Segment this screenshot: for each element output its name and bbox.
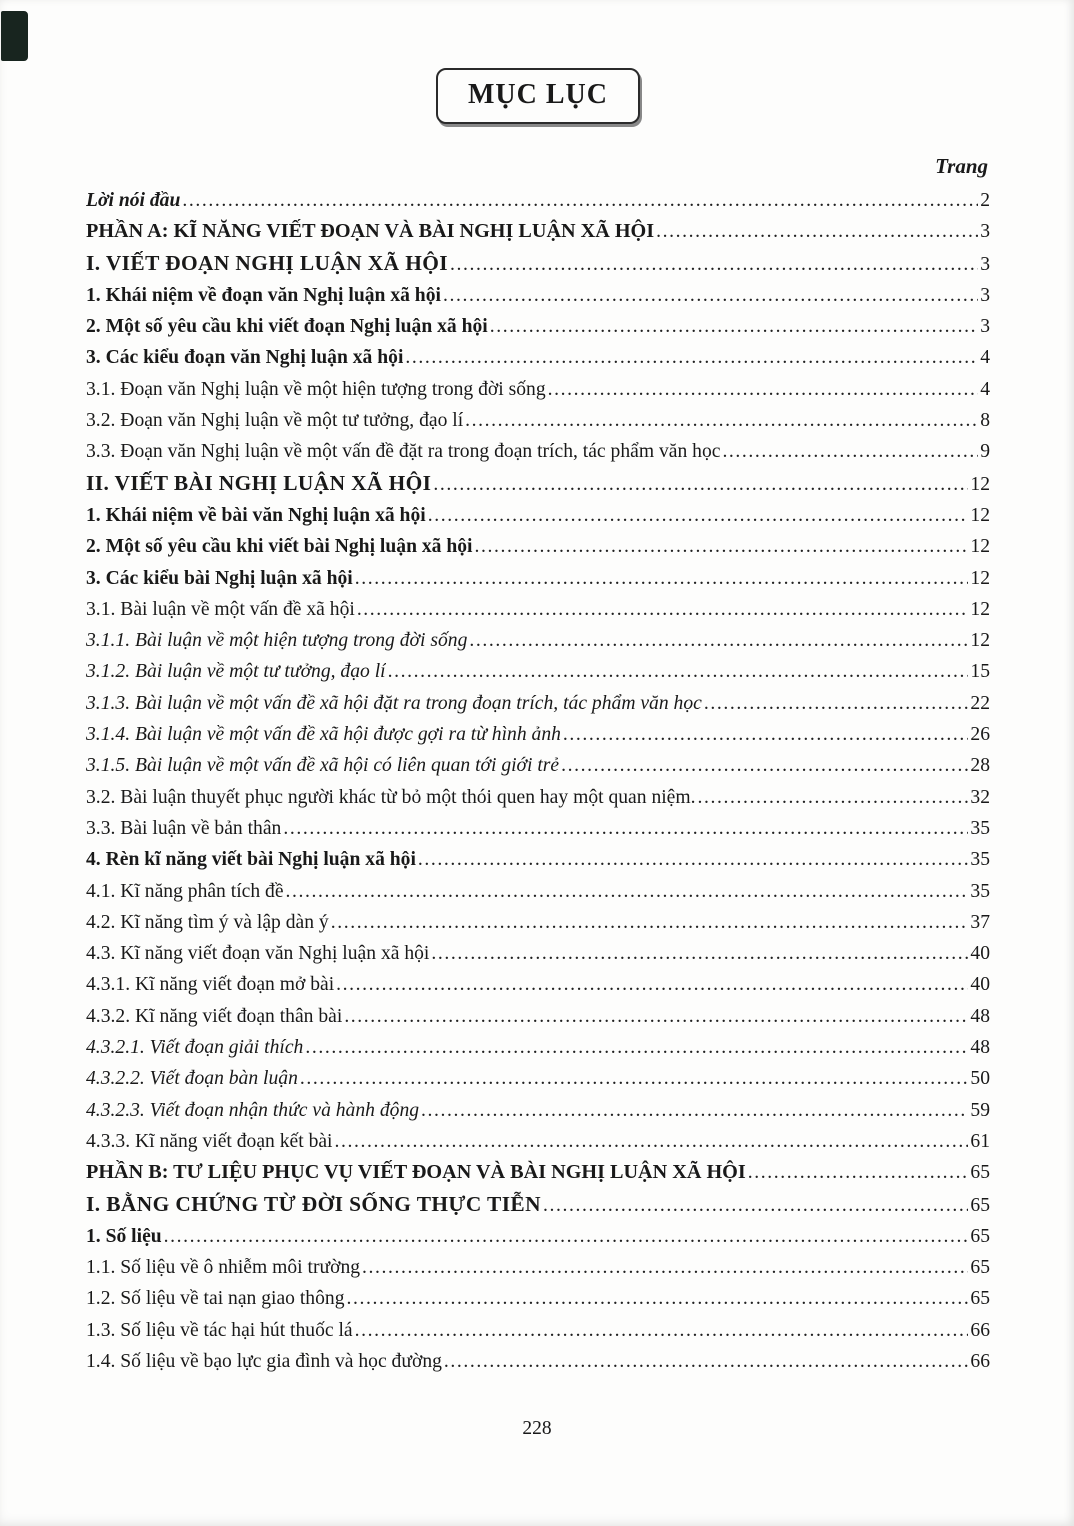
toc-entry [86, 531, 990, 562]
toc-entry-label: 3.2. Đoạn văn Nghị luận về một tư tưởng, đạo lí [86, 410, 464, 432]
toc-entry-page: 3 [980, 253, 990, 275]
toc-entry-label: 4.3.3. Kĩ năng viết đoạn kết bài [86, 1130, 333, 1152]
toc-entry-page: 12 [970, 630, 990, 652]
toc-entry [86, 1346, 990, 1377]
toc-entry-page: 12 [970, 473, 990, 495]
dot-leader [443, 280, 978, 311]
toc-entry-page: 65 [970, 1194, 990, 1216]
toc-entry-label: 3. Các kiểu đoạn văn Nghị luận xã hội [86, 347, 404, 369]
dot-leader [469, 625, 968, 656]
toc-entry-page: 2 [980, 190, 990, 211]
toc-entry [86, 1001, 990, 1032]
toc-entry [86, 1157, 990, 1188]
toc-entry-page: 15 [970, 661, 990, 683]
toc-entry-page: 48 [970, 1037, 990, 1059]
dot-leader [563, 719, 968, 750]
toc-entry [86, 1283, 990, 1314]
dot-leader [465, 405, 978, 436]
scan-artifact [1, 11, 28, 61]
dot-leader [283, 813, 968, 844]
toc-entry-label: II. VIẾT BÀI NGHỊ LUẬN XÃ HỘI [86, 470, 432, 495]
toc-entry [86, 500, 990, 531]
dot-leader [450, 249, 978, 280]
toc-entry [86, 374, 990, 405]
toc-entry-page: 65 [970, 1225, 990, 1247]
toc-entry [86, 1189, 990, 1221]
page-title: MỤC LỤC [468, 79, 608, 110]
dot-leader [362, 1252, 968, 1283]
toc-entry [86, 342, 990, 373]
toc-entry [86, 1252, 990, 1283]
toc-entry [86, 907, 990, 938]
toc-entry-page: 66 [970, 1350, 990, 1372]
toc-entry-label: 3.1.4. Bài luận về một vấn đề xã hội được gợi ra từ hình ảnh [86, 724, 561, 746]
toc-entry-page: 26 [970, 724, 990, 746]
dot-leader [331, 907, 969, 938]
toc-entry-page: 65 [970, 1257, 990, 1279]
dot-leader [543, 1190, 968, 1221]
toc-entry-page: 65 [970, 1288, 990, 1310]
toc-entry-label: 3. Các kiểu bài Nghị luận xã hội [86, 567, 353, 589]
toc-entry-page: 35 [970, 880, 990, 902]
toc-entry-label: 2. Một số yêu cầu khi viết đoạn Nghị luận xã hội [86, 316, 488, 338]
dot-leader [698, 782, 969, 813]
toc-entry-label: 1. Số liệu [86, 1225, 162, 1247]
toc-entry-page: 9 [980, 441, 990, 463]
toc-entry-label: 3.2. Bài luận thuyết phục người khác từ bỏ một thói quen hay một quan niệm. [86, 786, 696, 808]
dot-leader [428, 500, 969, 531]
toc-entry-label: 4.3. Kĩ năng viết đoạn văn Nghị luận xã hội [86, 943, 430, 965]
toc-entry-page: 37 [970, 911, 990, 933]
dot-leader [355, 1315, 969, 1346]
toc-entry-label: 4.3.1. Kĩ năng viết đoạn mở bài [86, 974, 335, 996]
toc-entry-label: 1.3. Số liệu về tác hại hút thuốc lá [86, 1319, 353, 1341]
toc-entry-label: 3.1.1. Bài luận về một hiện tượng trong đời sống [86, 630, 468, 652]
toc-entry [86, 938, 990, 969]
toc-entry-label: 4.2. Kĩ năng tìm ý và lập dàn ý [86, 911, 329, 933]
page-column-header: Trang [935, 154, 988, 178]
toc-entry [86, 688, 990, 719]
toc-entry-page: 50 [970, 1068, 990, 1090]
toc-entry-page: 40 [970, 943, 990, 965]
toc-entry-page: 3 [980, 221, 990, 243]
toc-entry-page: 32 [970, 786, 990, 808]
toc-entry-label: 3.1. Đoạn văn Nghị luận về một hiện tượng trong đời sống [86, 378, 546, 400]
toc-entry [86, 1126, 990, 1157]
page-content [86, 68, 990, 1377]
toc-entry-label: 4.3.2.3. Viết đoạn nhận thức và hành động [86, 1099, 420, 1121]
toc-entry-label: 4.3.2.1. Viết đoạn giải thích [86, 1037, 304, 1059]
toc-entry-page: 28 [970, 755, 990, 777]
toc-entry-label: 3.1.5. Bài luận về một vấn đề xã hội có liên quan tới giới trẻ [86, 755, 560, 777]
toc-entry-label: PHẦN A: KĨ NĂNG VIẾT ĐOẠN VÀ BÀI NGHỊ LUẬN XÃ HỘI [86, 220, 655, 243]
toc-entry [86, 1063, 990, 1094]
dot-leader [388, 656, 969, 687]
dot-leader [656, 216, 978, 247]
dot-leader [305, 1032, 968, 1063]
toc-entry [86, 719, 990, 750]
dot-leader [164, 1221, 969, 1252]
toc-entry-page: 4 [980, 347, 990, 369]
toc-entry [86, 311, 990, 342]
toc-entry [86, 876, 990, 907]
toc-entry-page: 35 [970, 849, 990, 871]
dot-leader [431, 938, 968, 969]
toc-entry-page: 48 [970, 1005, 990, 1027]
toc-entry [86, 782, 990, 813]
dot-leader [475, 531, 969, 562]
toc-entry-label: 2. Một số yêu cầu khi viết bài Nghị luận xã hội [86, 536, 473, 558]
toc-entry [86, 1315, 990, 1346]
toc-entry-page: 12 [970, 504, 990, 526]
toc-entry [86, 750, 990, 781]
toc-entry-label: 1.2. Số liệu về tai nạn giao thông [86, 1288, 345, 1310]
dot-leader [748, 1157, 969, 1188]
toc-entry-page: 8 [980, 410, 990, 432]
toc-entry [86, 216, 990, 247]
dot-leader [355, 563, 969, 594]
toc-entry-page: 3 [980, 284, 990, 306]
dot-leader [444, 1346, 968, 1377]
dot-leader [357, 594, 969, 625]
toc-entry-page: 66 [970, 1319, 990, 1341]
toc-entry-label: 4. Rèn kĩ năng viết bài Nghị luận xã hội [86, 849, 416, 871]
toc-entry-page: 12 [970, 536, 990, 558]
toc-entry-page: 35 [970, 817, 990, 839]
toc-entry [86, 969, 990, 1000]
dot-leader [421, 1095, 968, 1126]
dot-leader [722, 436, 978, 467]
dot-leader [347, 1283, 969, 1314]
toc-entries [86, 185, 990, 1377]
toc-entry [86, 248, 990, 280]
toc-entry-page: 22 [970, 692, 990, 714]
toc-entry [86, 436, 990, 467]
dot-leader [335, 1126, 969, 1157]
footer-page-number: 228 [522, 1418, 552, 1439]
dot-leader [548, 374, 979, 405]
toc-entry-label: 1. Khái niệm về đoạn văn Nghị luận xã hội [86, 284, 441, 306]
toc-entry [86, 844, 990, 875]
toc-entry [86, 656, 990, 687]
toc-entry [86, 1221, 990, 1252]
dot-leader [418, 844, 968, 875]
toc-entry-label: Lời nói đầu [86, 190, 181, 211]
dot-leader [405, 342, 978, 373]
toc-entry-label: 3.1.3. Bài luận về một vấn đề xã hội đặt ra trong đoạn trích, tác phẩm văn học [86, 692, 702, 714]
toc-entry [86, 1095, 990, 1126]
toc-entry [86, 280, 990, 311]
dot-leader [433, 469, 968, 500]
toc-entry-label: I. VIẾT ĐOẠN NGHỊ LUẬN XÃ HỘI [86, 250, 449, 275]
toc-entry [86, 625, 990, 656]
toc-entry-page: 12 [970, 598, 990, 620]
toc-entry-label: 4.3.2. Kĩ năng viết đoạn thân bài [86, 1005, 343, 1027]
toc-entry-label: 1.1. Số liệu về ô nhiễm môi trường [86, 1257, 361, 1279]
toc-entry-label: 1.4. Số liệu về bạo lực gia đình và học đường [86, 1350, 442, 1372]
dot-leader [182, 185, 978, 216]
toc-entry [86, 563, 990, 594]
dot-leader [344, 1001, 968, 1032]
toc-entry-page: 61 [970, 1130, 990, 1152]
toc-entry [86, 468, 990, 500]
toc-entry-label: PHẦN B: TƯ LIỆU PHỤC VỤ VIẾT ĐOẠN VÀ BÀI NGHỊ LUẬN XÃ HỘI [86, 1161, 746, 1184]
dot-leader [561, 750, 968, 781]
toc-entry-label: 1. Khái niệm về bài văn Nghị luận xã hội [86, 504, 426, 526]
toc-entry [86, 594, 990, 625]
toc-entry-label: 3.1. Bài luận về một vấn đề xã hội [86, 598, 355, 620]
dot-leader [286, 876, 969, 907]
toc-entry-label: 3.3. Bài luận về bản thân [86, 817, 282, 839]
toc-entry-page: 12 [970, 567, 990, 589]
toc-entry-page: 3 [980, 316, 990, 338]
dot-leader [336, 969, 968, 1000]
toc-entry [86, 185, 990, 216]
toc-entry-page: 59 [970, 1099, 990, 1121]
page-title-box [436, 68, 640, 124]
toc-entry [86, 405, 990, 436]
toc-entry-page: 65 [970, 1162, 990, 1184]
toc-entry-label: 4.3.2.2. Viết đoạn bàn luận [86, 1068, 298, 1090]
toc-entry-label: 4.1. Kĩ năng phân tích đề [86, 880, 284, 902]
dot-leader [300, 1063, 969, 1094]
dot-leader [704, 688, 969, 719]
dot-leader [490, 311, 978, 342]
toc-entry-label: 3.1.2. Bài luận về một tư tưởng, đạo lí [86, 661, 386, 683]
toc-entry [86, 1032, 990, 1063]
toc-entry [86, 813, 990, 844]
toc-entry-page: 40 [970, 974, 990, 996]
toc-entry-label: I. BẰNG CHỨNG TỪ ĐỜI SỐNG THỰC TIỄN [86, 1191, 541, 1216]
toc-entry-page: 4 [980, 378, 990, 400]
toc-entry-label: 3.3. Đoạn văn Nghị luận về một vấn đề đặt ra trong đoạn trích, tác phẩm văn học [86, 441, 721, 463]
